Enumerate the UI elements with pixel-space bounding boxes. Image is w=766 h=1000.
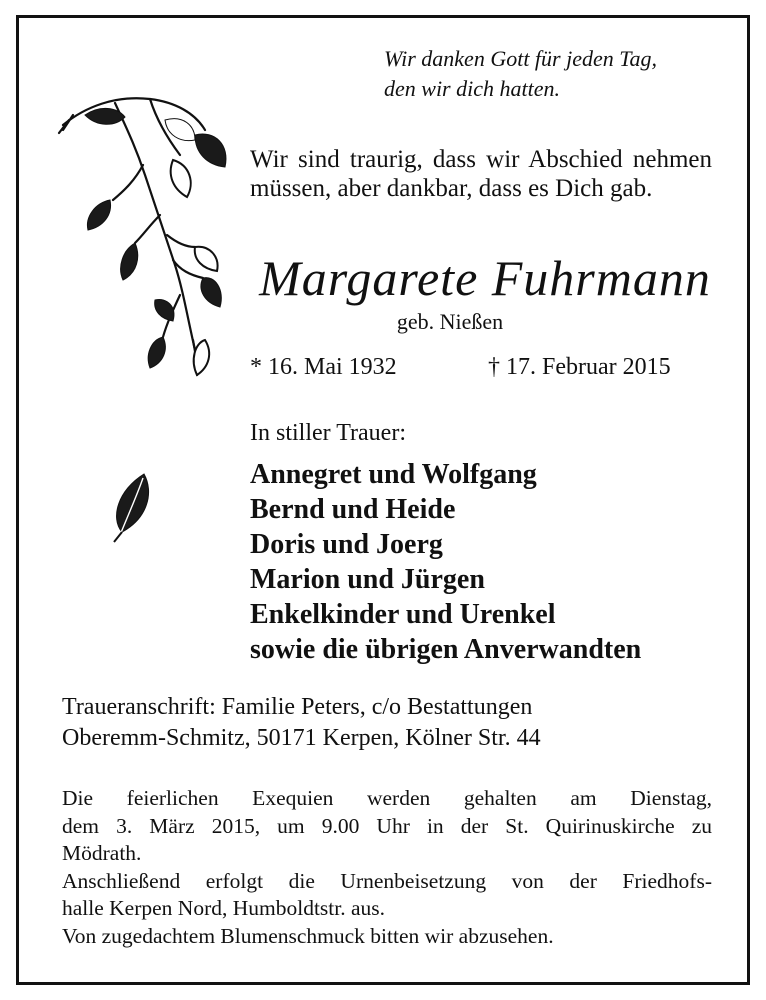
falling-leaf-icon bbox=[108, 470, 153, 545]
mourners-list bbox=[250, 457, 641, 667]
service-line: Anschließend erfolgt die Urnenbeisetzung von der Friedhofs- bbox=[62, 868, 712, 893]
address-line: Traueranschrift: Familie Peters, c/o Bestattungen bbox=[62, 694, 533, 720]
mourner: Enkelkinder und Urenkel bbox=[250, 599, 556, 630]
motto-line: den wir dich hatten. bbox=[384, 76, 560, 101]
service-line: Die feierlichen Exequien werden gehalten am Dienstag, bbox=[62, 786, 712, 810]
mourner: sowie die übrigen Anverwandten bbox=[250, 634, 642, 665]
mourner: Annegret und Wolfgang bbox=[250, 459, 537, 490]
motto bbox=[384, 44, 657, 104]
service-line: Von zugedachtem Blumenschmuck bitten wir abzusehen. bbox=[62, 923, 554, 948]
maiden-name: geb. Nießen bbox=[396, 309, 504, 334]
death-date: † 17. Februar 2015 bbox=[488, 354, 671, 380]
deceased-name: Margarete Fuhrmann bbox=[259, 250, 711, 306]
service-line: dem 3. März 2015, um 9.00 Uhr in der St. Quirinuskirche zu bbox=[62, 813, 712, 838]
birch-branch-icon bbox=[55, 85, 240, 390]
service-line: Mödrath. bbox=[62, 841, 142, 865]
service-line: halle Kerpen Nord, Humboldtstr. aus. bbox=[62, 896, 386, 920]
motto-line: Wir danken Gott für jeden Tag, bbox=[384, 46, 657, 71]
mourner: Doris und Joerg bbox=[250, 529, 443, 560]
intro-text: Wir sind traurig, dass wir Abschied nehmen müssen, aber dankbar, dass es Dich gab. bbox=[250, 146, 712, 202]
mourner: Marion und Jürgen bbox=[250, 564, 485, 595]
service-info bbox=[62, 785, 712, 950]
address-line: Oberemm-Schmitz, 50171 Kerpen, Kölner Str. 44 bbox=[62, 725, 541, 751]
mourning-label: In stiller Trauer: bbox=[250, 420, 406, 446]
birth-date: * 16. Mai 1932 bbox=[250, 354, 397, 380]
mourning-address bbox=[62, 692, 541, 754]
mourner: Bernd und Heide bbox=[250, 494, 456, 525]
